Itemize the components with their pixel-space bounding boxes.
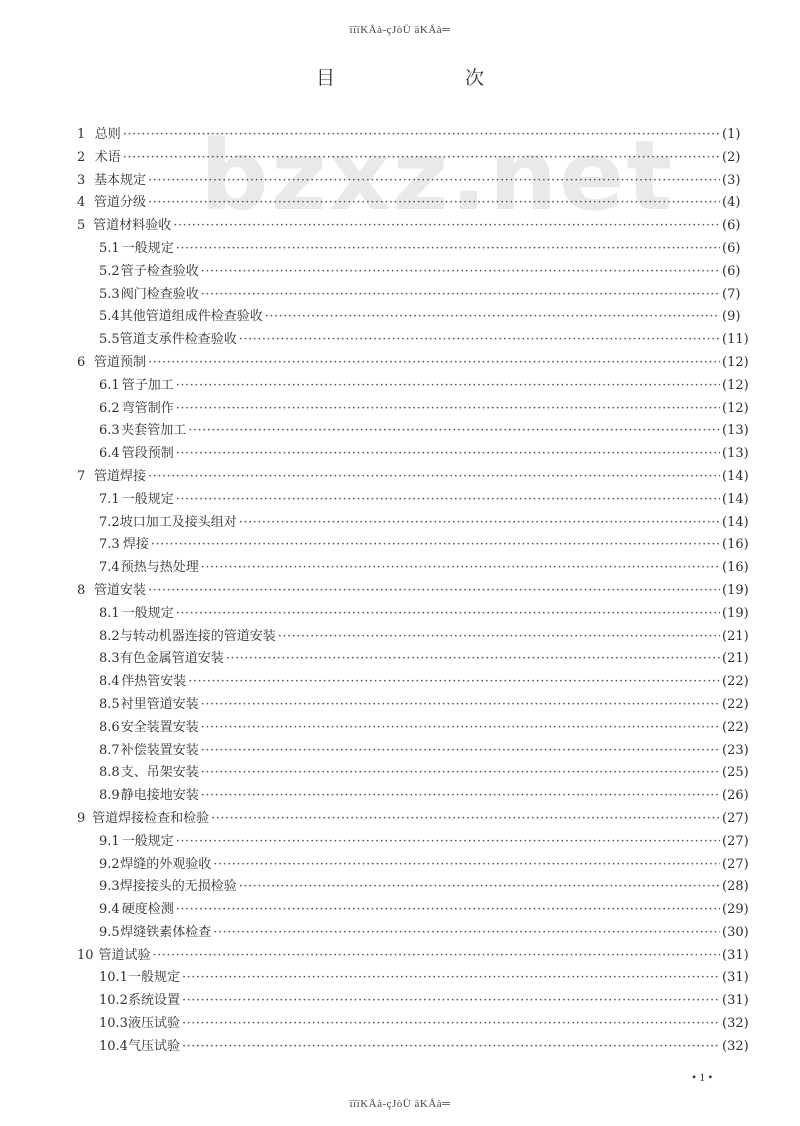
toc-entry-page: (16) [722, 560, 749, 576]
toc-entry-page: (23) [722, 742, 749, 758]
dot-leader [176, 902, 720, 917]
toc-entry-number: 2 [77, 149, 86, 165]
page-title: 目 次 [315, 67, 547, 89]
toc-entry-page: (22) [722, 674, 749, 690]
toc-chapter-entry[interactable] [0, 169, 800, 192]
toc-section-entry[interactable] [0, 693, 800, 716]
toc-entry-title: 补偿装置安装 [120, 742, 199, 758]
toc-entry-page: (14) [722, 468, 749, 484]
toc-entry-title: 管子加工 [121, 377, 174, 393]
toc-entry-number: 8.1 [99, 605, 120, 621]
toc-section-entry[interactable] [0, 898, 800, 921]
toc-entry-page: (21) [722, 628, 749, 644]
toc-section-entry[interactable] [0, 853, 800, 876]
dot-leader [176, 834, 720, 849]
toc-entry-number: 7.1 [99, 491, 120, 507]
toc-entry-title: 其他管道组成件检查验收 [119, 309, 263, 325]
toc-section-entry[interactable] [0, 419, 800, 442]
toc-entry-title: 预热与热处理 [120, 560, 199, 576]
toc-section-entry[interactable] [0, 397, 800, 420]
toc-entry-page: (4) [722, 195, 741, 211]
toc-entry-title: 系统设置 [127, 993, 180, 1009]
dot-leader [201, 743, 720, 758]
toc-entry-page: (19) [722, 582, 749, 598]
dot-leader [239, 515, 720, 530]
dot-leader [182, 1039, 720, 1054]
dot-leader [201, 720, 720, 735]
dot-leader [201, 788, 720, 803]
toc-entry-number: 7 [77, 468, 86, 484]
toc-entry-number: 7.3 [99, 537, 120, 553]
toc-entry-title: 管道材料验收 [93, 218, 172, 234]
toc-section-entry[interactable] [0, 328, 800, 351]
toc-section-entry[interactable] [0, 647, 800, 670]
toc-entry-page: (6) [722, 218, 741, 234]
toc-entry-title: 焊缝的外观验收 [120, 856, 212, 872]
toc-entry-title: 伴热管安装 [121, 674, 187, 690]
toc-entry-page: (6) [722, 240, 741, 256]
toc-section-entry[interactable] [0, 784, 800, 807]
toc-entry-title: 管段预制 [121, 446, 174, 462]
toc-entry-page: (6) [722, 263, 741, 279]
toc-section-entry[interactable] [0, 1012, 800, 1035]
dot-leader [182, 993, 720, 1008]
toc-entry-number: 9.2 [99, 856, 120, 872]
toc-chapter-entry[interactable] [0, 191, 800, 214]
dot-leader [176, 241, 720, 256]
toc-entry-number: 8 [77, 582, 86, 598]
toc-entry-number: 5.2 [99, 263, 120, 279]
toc-entry-number: 8.3 [99, 651, 120, 667]
toc-entry-title: 阀门检查验收 [120, 286, 199, 302]
toc-entry-number: 10.3 [99, 1016, 128, 1032]
toc-entry-title: 管道支承件检查验收 [119, 332, 237, 348]
toc-entry-page: (3) [722, 172, 741, 188]
toc-entry-page: (7) [722, 286, 741, 302]
toc-entry-number: 8.5 [99, 696, 120, 712]
dot-leader [182, 1016, 720, 1031]
toc-entry-title: 管道焊接 [93, 468, 146, 484]
toc-entry-number: 6.3 [99, 423, 120, 439]
dot-leader [188, 423, 720, 438]
toc-entry-number: 9.4 [99, 902, 120, 918]
dot-leader [148, 469, 720, 484]
dot-leader [176, 606, 720, 621]
toc-chapter-entry[interactable] [0, 123, 800, 146]
toc-entry-page: (12) [722, 377, 749, 393]
toc-entry-number: 10.4 [99, 1038, 128, 1054]
toc-section-entry[interactable] [0, 237, 800, 260]
dot-leader [201, 765, 720, 780]
toc-entry-title: 管道预制 [93, 354, 146, 370]
toc-entry-page: (13) [722, 423, 749, 439]
toc-entry-page: (29) [722, 902, 749, 918]
toc-entry-page: (14) [722, 491, 749, 507]
toc-chapter-entry[interactable] [0, 214, 800, 237]
toc-entry-page: (26) [722, 788, 749, 804]
toc-entry-title: 一般规定 [121, 491, 174, 507]
dot-leader [201, 560, 720, 575]
dot-leader [151, 537, 720, 552]
dot-leader [201, 697, 720, 712]
toc-entry-title: 基本规定 [93, 172, 146, 188]
toc-entry-number: 5.1 [99, 240, 120, 256]
toc-entry-number: 10.2 [99, 993, 128, 1009]
toc-entry-page: (14) [722, 514, 749, 530]
toc-section-entry[interactable] [0, 1035, 800, 1058]
toc-chapter-entry[interactable] [0, 579, 800, 602]
toc-entry-title: 管道安装 [93, 582, 146, 598]
toc-entry-title: 管道试验 [98, 947, 151, 963]
toc-entry-number: 6.2 [99, 400, 120, 416]
toc-entry-number: 9 [77, 810, 86, 826]
running-footer: ïïïKÅà-çJòÜ äKÅà═ [349, 1098, 451, 1110]
dot-leader [123, 127, 720, 142]
toc-entry-page: (12) [722, 354, 749, 370]
dot-leader [182, 970, 720, 985]
toc-section-entry[interactable] [0, 921, 800, 944]
toc-entry-page: (31) [722, 993, 749, 1009]
toc-entry-page: (31) [722, 947, 749, 963]
table-of-contents [0, 120, 800, 1058]
toc-section-entry[interactable] [0, 739, 800, 762]
toc-entry-page: (22) [722, 719, 749, 735]
dot-leader [239, 332, 720, 347]
dot-leader [152, 948, 720, 963]
toc-section-entry[interactable] [0, 625, 800, 648]
toc-section-entry[interactable] [0, 602, 800, 625]
toc-section-entry[interactable] [0, 283, 800, 306]
toc-section-entry[interactable] [0, 875, 800, 898]
toc-entry-title: 有色金属管道安装 [119, 651, 224, 667]
dot-leader [211, 811, 720, 826]
toc-entry-number: 6.4 [99, 446, 120, 462]
toc-chapter-entry[interactable] [0, 146, 800, 169]
toc-entry-title: 焊缝铁素体检查 [120, 924, 212, 940]
toc-entry-title: 硬度检测 [121, 902, 174, 918]
toc-entry-title: 夹套管加工 [121, 423, 187, 439]
toc-entry-title: 弯管制作 [121, 400, 174, 416]
toc-section-entry[interactable] [0, 533, 800, 556]
toc-chapter-entry[interactable] [0, 465, 800, 488]
toc-section-entry[interactable] [0, 670, 800, 693]
dot-leader [148, 195, 720, 210]
toc-entry-number: 6.1 [99, 377, 120, 393]
toc-entry-page: (19) [722, 605, 749, 621]
toc-entry-page: (2) [722, 149, 741, 165]
toc-entry-title: 静电接地安装 [120, 788, 199, 804]
toc-entry-number: 8.7 [99, 742, 120, 758]
toc-entry-number: 10 [77, 947, 94, 963]
dot-leader [176, 401, 720, 416]
toc-entry-title: 一般规定 [121, 240, 174, 256]
toc-section-entry[interactable] [0, 488, 800, 511]
toc-entry-page: (28) [722, 879, 749, 895]
dot-leader [226, 651, 720, 666]
dot-leader [148, 355, 720, 370]
toc-entry-page: (21) [722, 651, 749, 667]
toc-entry-page: (27) [722, 810, 749, 826]
dot-leader [201, 287, 720, 302]
toc-entry-title: 气压试验 [127, 1038, 180, 1054]
dot-leader [265, 309, 720, 324]
toc-entry-number: 5.5 [99, 332, 120, 348]
dot-leader [176, 378, 720, 393]
dot-leader [123, 150, 720, 165]
toc-entry-title: 液压试验 [127, 1016, 180, 1032]
toc-entry-number: 8.9 [99, 788, 120, 804]
toc-section-entry[interactable] [0, 374, 800, 397]
toc-entry-number: 7.2 [99, 514, 120, 530]
toc-entry-page: (27) [722, 833, 749, 849]
dot-leader [213, 925, 720, 940]
toc-entry-page: (11) [722, 332, 749, 348]
toc-entry-title: 术语 [94, 149, 121, 165]
toc-entry-page: (27) [722, 856, 749, 872]
toc-entry-page: (13) [722, 446, 749, 462]
toc-entry-title: 安全装置安装 [120, 719, 199, 735]
toc-entry-number: 3 [77, 172, 86, 188]
running-header: ïïïKÅà-çJòÜ äKÅà═ [349, 24, 451, 36]
toc-section-entry[interactable] [0, 761, 800, 784]
toc-entry-number: 5.4 [99, 309, 120, 325]
toc-entry-title: 坡口加工及接头组对 [119, 514, 237, 530]
dot-leader [213, 857, 720, 872]
toc-chapter-entry[interactable] [0, 807, 800, 830]
toc-section-entry[interactable] [0, 511, 800, 534]
dot-leader [176, 492, 720, 507]
toc-section-entry[interactable] [0, 716, 800, 739]
toc-entry-title: 管道分级 [93, 195, 146, 211]
toc-entry-number: 10.1 [99, 970, 128, 986]
toc-entry-page: (16) [722, 537, 749, 553]
toc-entry-number: 5.3 [99, 286, 120, 302]
toc-entry-number: 6 [77, 354, 86, 370]
toc-entry-title: 一般规定 [127, 970, 180, 986]
toc-entry-number: 7.4 [99, 560, 120, 576]
toc-entry-page: (30) [722, 924, 749, 940]
dot-leader [176, 446, 720, 461]
toc-entry-number: 9.1 [99, 833, 120, 849]
page-number: • 1 • [692, 1070, 713, 1084]
toc-entry-number: 5 [77, 218, 86, 234]
toc-entry-number: 8.2 [99, 628, 120, 644]
toc-entry-number: 1 [77, 127, 86, 142]
toc-chapter-entry[interactable] [0, 944, 800, 967]
toc-entry-title: 衬里管道安装 [120, 696, 199, 712]
toc-section-entry[interactable] [0, 989, 800, 1012]
toc-entry-title: 管子检查验收 [120, 263, 199, 279]
toc-entry-page: (22) [722, 696, 749, 712]
toc-entry-page: (32) [722, 1038, 749, 1054]
dot-leader [148, 583, 720, 598]
toc-entry-number: 9.3 [99, 879, 120, 895]
toc-entry-page: (25) [722, 765, 749, 781]
toc-entry-title: 一般规定 [121, 833, 174, 849]
toc-entry-page: (31) [722, 970, 749, 986]
dot-leader [148, 173, 720, 188]
toc-section-entry[interactable] [0, 442, 800, 465]
toc-entry-title: 支、吊架安装 [120, 765, 199, 781]
dot-leader [173, 218, 720, 233]
dot-leader [278, 629, 720, 644]
toc-entry-title: 管道焊接检查和检验 [92, 810, 210, 826]
toc-section-entry[interactable] [0, 830, 800, 853]
toc-entry-title: 与转动机器连接的管道安装 [119, 628, 276, 644]
toc-entry-page: (1) [722, 127, 741, 142]
toc-section-entry[interactable] [0, 556, 800, 579]
toc-entry-number: 9.5 [99, 924, 120, 940]
toc-entry-page: (12) [722, 400, 749, 416]
watermark: bzxz.net [200, 120, 675, 232]
toc-entry-number: 8.8 [99, 765, 120, 781]
toc-entry-number: 8.4 [99, 674, 120, 690]
toc-entry-title: 一般规定 [121, 605, 174, 621]
toc-entry-title: 总则 [94, 127, 121, 142]
toc-entry-page: (32) [722, 1016, 749, 1032]
toc-section-entry[interactable] [0, 305, 800, 328]
dot-leader [239, 879, 720, 894]
toc-entry-title: 焊接 [122, 537, 149, 553]
toc-section-entry[interactable] [0, 260, 800, 283]
toc-section-entry[interactable] [0, 966, 800, 989]
dot-leader [201, 264, 720, 279]
toc-chapter-entry[interactable] [0, 351, 800, 374]
toc-entry-title: 焊接接头的无损检验 [119, 879, 237, 895]
toc-entry-page: (9) [722, 309, 741, 325]
toc-entry-number: 4 [77, 195, 86, 211]
dot-leader [188, 674, 720, 689]
toc-entry-number: 8.6 [99, 719, 120, 735]
